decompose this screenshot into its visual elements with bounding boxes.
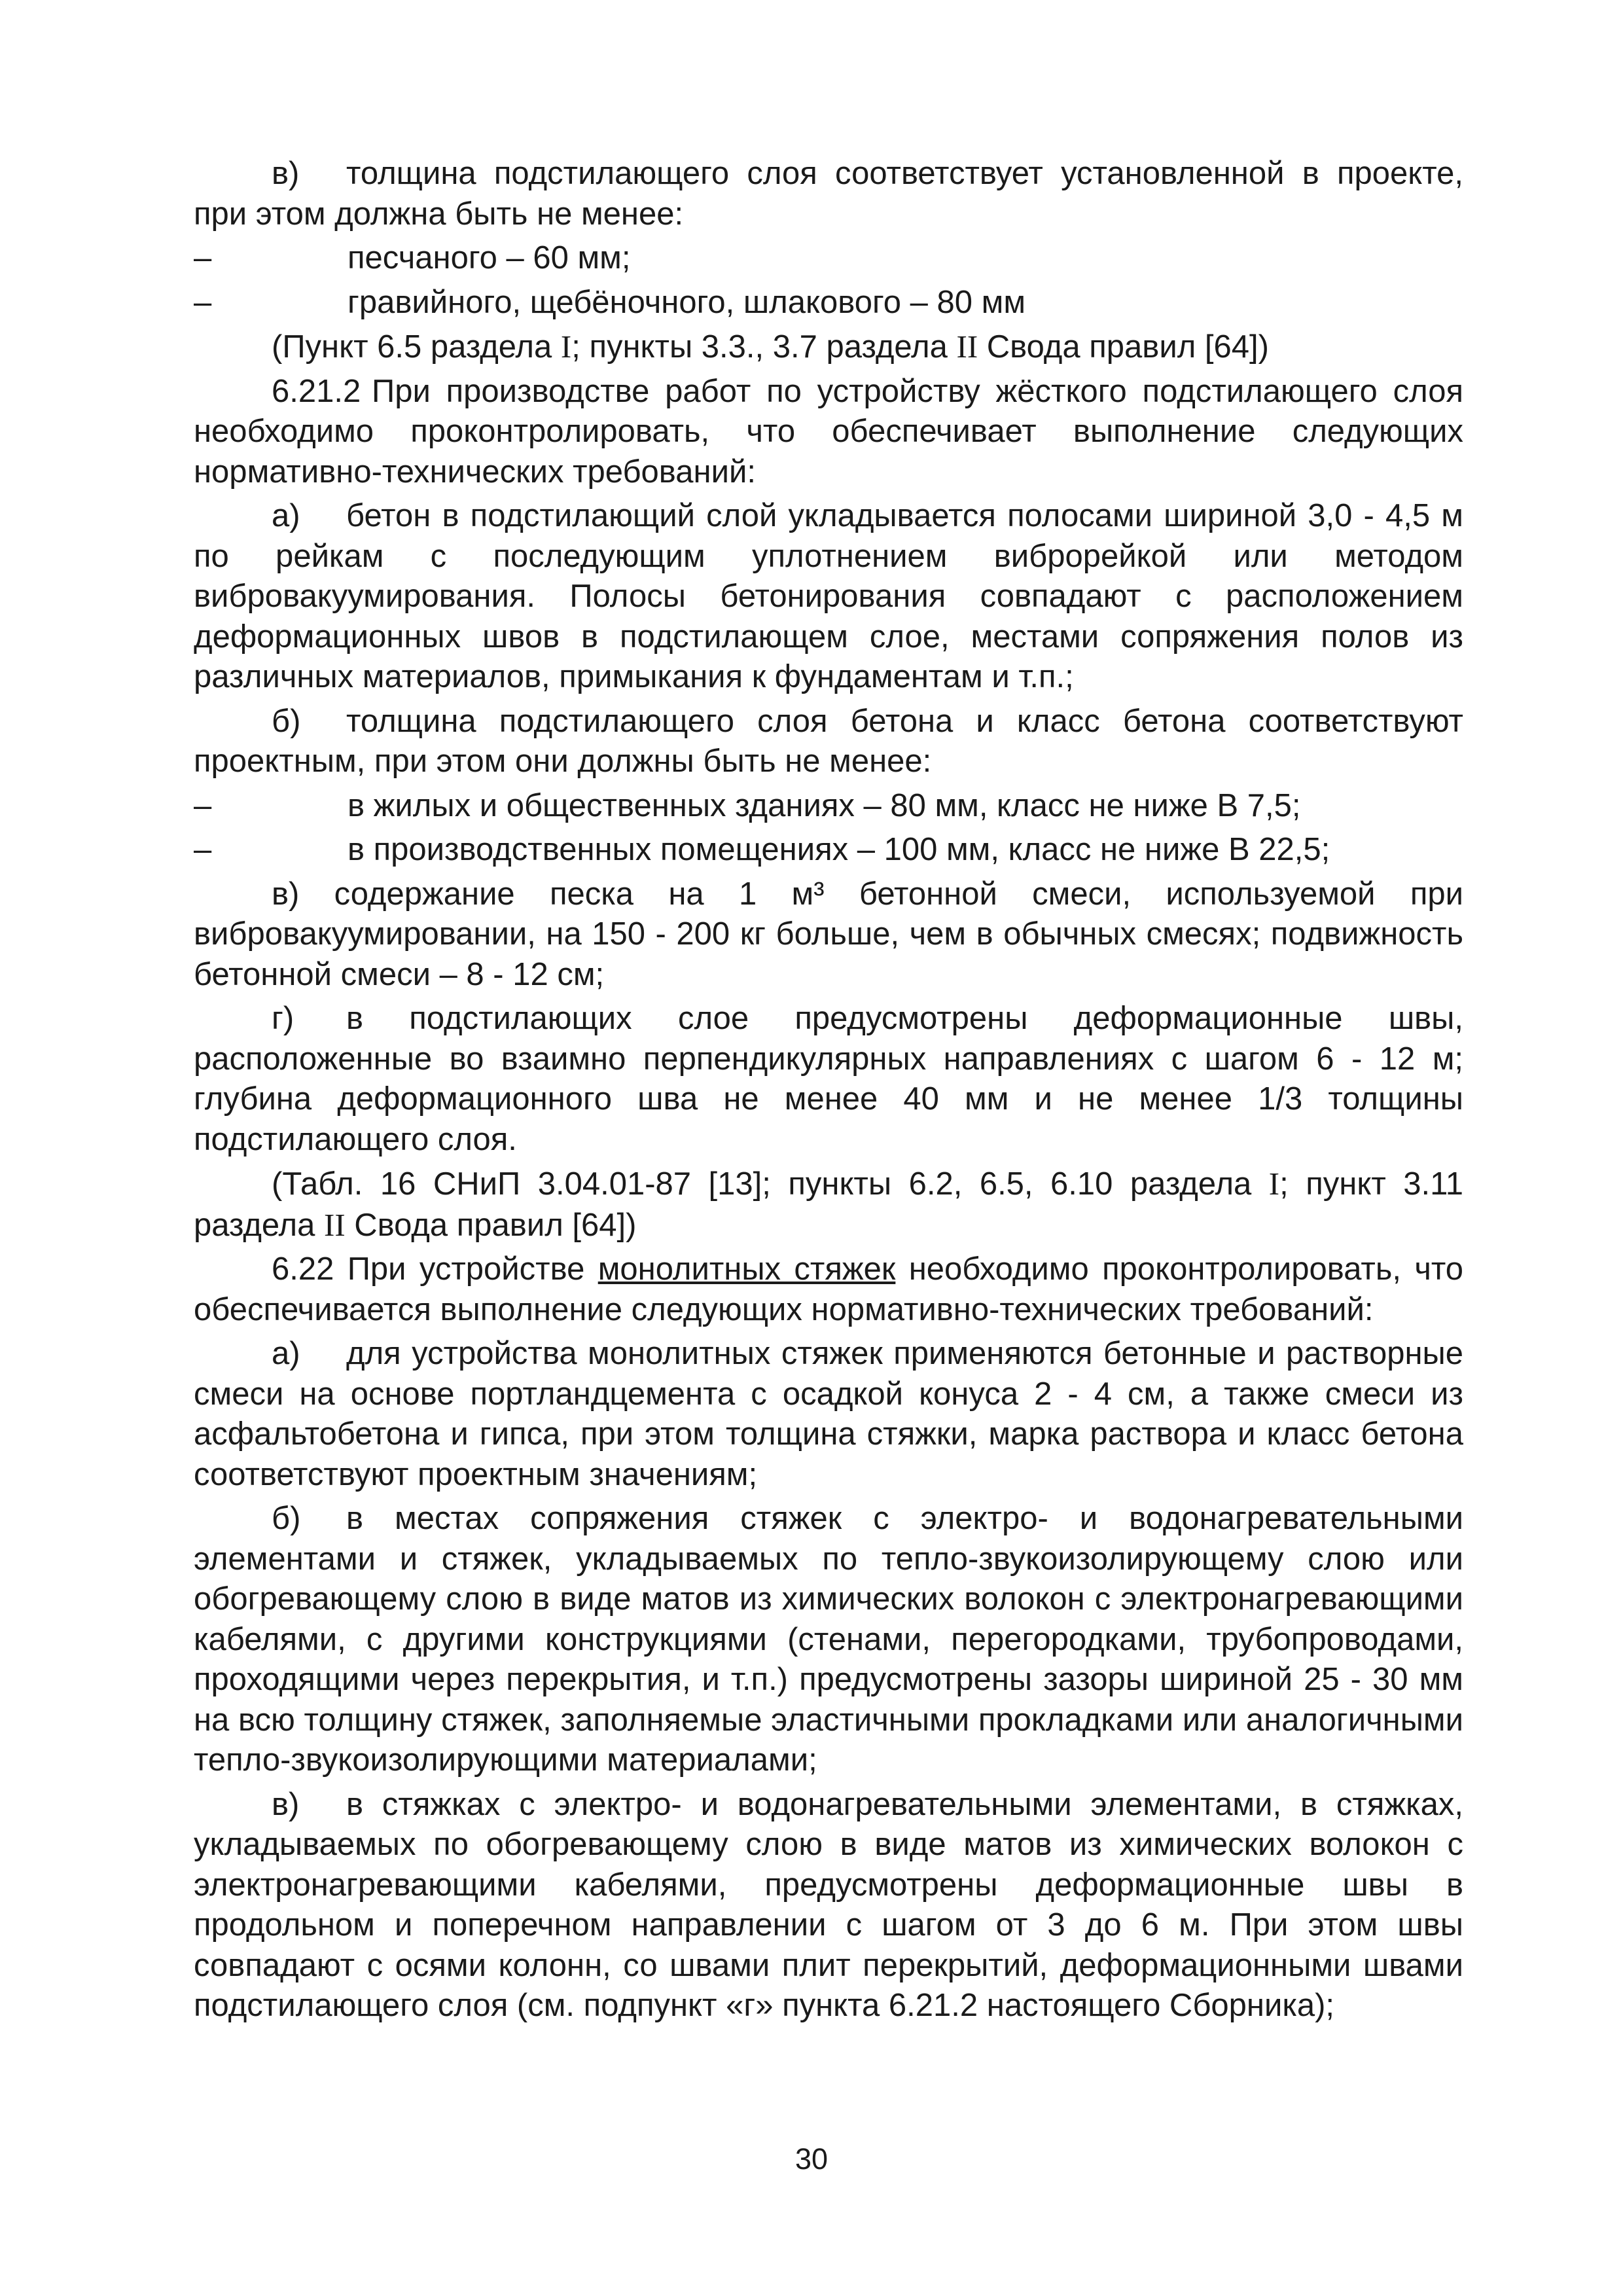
section-6-21-2 xyxy=(194,372,1463,493)
item-text: в стяжках с электро- и водонагревательными элементами, в стяжках, укладываемых по обогревающему слою в виде матов из химических волокон с электронагревающими кабелями, предусмотрены деформационные швы в продольном и поперечном направлении с шагом от 3 до 6 м. При этом швы совпадают с осями колонн, со швами плит перекрытий, деформационными швами подстилающего слоя (см. подпункт «г» пункта 6.21.2 настоящего Сборника); xyxy=(194,1786,1463,2023)
item-label: г) xyxy=(272,1001,294,1036)
item-a-concrete-strips xyxy=(194,496,1463,698)
dash-item-industrial xyxy=(194,830,1463,870)
document-body xyxy=(194,154,1463,2030)
dash-item-sand xyxy=(194,238,1463,279)
section-6-22 xyxy=(194,1249,1463,1330)
item-b-concrete-thickness xyxy=(194,702,1463,782)
section-text: При производстве работ по устройству жёсткого подстилающего слоя необходимо проконтролировать, что обеспечивает выполнение следующих нормативно-технических требований: xyxy=(194,373,1463,490)
item-label: а) xyxy=(272,1336,300,1371)
reference-note-1 xyxy=(194,327,1463,368)
item-a-screed-mixes xyxy=(194,1334,1463,1495)
item-text: толщина подстилающего слоя бетона и класс бетона соответствуют проектным, при этом они должны быть не менее: xyxy=(194,703,1463,779)
dash-marker: – xyxy=(194,787,212,823)
ref-text: Свода правил [64]) xyxy=(978,329,1269,365)
item-label: а) xyxy=(272,498,300,533)
item-label: в) xyxy=(272,1786,300,1822)
item-v-screed-joints xyxy=(194,1785,1463,2026)
page-number: 30 xyxy=(794,2142,829,2176)
ref-roman: II xyxy=(324,1206,346,1243)
ref-text: ; пункты 3.3., 3.7 раздела xyxy=(571,329,957,365)
dash-item-residential xyxy=(194,786,1463,827)
ref-text: ; пункт 3.11 раздела xyxy=(194,1166,1463,1243)
reference-note-2 xyxy=(194,1164,1463,1246)
item-v-layer-thickness xyxy=(194,154,1463,234)
item-text: в подстилающих слое предусмотрены деформационные швы, расположенные во взаимно перпендикулярных направлениях с шагом 6 - 12 м; глубина деформационного шва не менее 40 мм и не менее 1/3 толщины подстилающего слоя. xyxy=(194,1001,1463,1157)
ref-text: Свода правил [64]) xyxy=(345,1207,637,1243)
item-b-screed-gaps xyxy=(194,1499,1463,1781)
section-text: 6.22 При устройстве xyxy=(272,1251,598,1287)
ref-roman: II xyxy=(956,329,978,365)
section-text: необходимо проконтролировать, что обеспечивается выполнение следующих нормативно-технических требований: xyxy=(194,1251,1464,1327)
dash-marker: – xyxy=(194,240,212,276)
dash-text: песчаного – 60 мм; xyxy=(348,240,631,276)
dash-marker: – xyxy=(194,832,212,867)
dash-item-gravel xyxy=(194,283,1463,323)
item-label: б) xyxy=(272,1501,301,1536)
item-g-deformation-joints xyxy=(194,999,1463,1160)
item-text: бетон в подстилающий слой укладывается полосами шириной 3,0 - 4,5 м по рейкам с последующим уплотнением виброрейкой или методом вибровакуумирования. Полосы бетонирования совпадают с расположением деформационных швов в подстилающем слое, местами сопряжения полов из различных материалов, примыкания к фундаментам и т.п.; xyxy=(194,498,1463,694)
item-text: для устройства монолитных стяжек применяются бетонные и растворные смеси на основе портландцемента с осадкой конуса 2 - 4 см, а также смеси из асфальтобетона и гипса, при этом толщина стяжки, марка раствора и класс бетона соответствуют проектным значениям; xyxy=(194,1336,1463,1492)
dash-text: в жилых и общественных зданиях – 80 мм, класс не ниже В 7,5; xyxy=(348,787,1301,823)
dash-marker: – xyxy=(194,284,212,320)
section-number: 6.21.2 xyxy=(272,373,361,409)
item-label: б) xyxy=(272,703,301,739)
item-label: в) xyxy=(272,156,300,191)
underlined-term: монолитных стяжек xyxy=(597,1251,896,1287)
ref-roman: I xyxy=(560,329,572,365)
dash-text: гравийного, щебёночного, шлакового – 80 мм xyxy=(348,284,1026,320)
dash-text: в производственных помещениях – 100 мм, класс не ниже В 22,5; xyxy=(348,832,1330,867)
item-text: толщина подстилающего слоя соответствует установленной в проекте, при этом должна быть не менее: xyxy=(194,156,1463,232)
ref-text: (Пункт 6.5 раздела xyxy=(272,329,561,365)
item-text: в местах сопряжения стяжек с электро- и водонагревательными элементами и стяжек, укладываемых по тепло-звукоизолирующему слою или обогревающему слою в виде матов из химических волокон с электронагревающими кабелями, с другими конструкциями (стенами, перегородками, трубопроводами, проходящими через перекрытия, и т.п.) предусмотрены зазоры шириной 25 - 30 мм на всю толщину стяжек, заполняемые эластичными прокладками или аналогичными тепло-звукоизолирующими материалами; xyxy=(194,1501,1463,1778)
item-v-sand-content: в) содержание песка на 1 м³ бетонной смеси, используемой при вибровакуумировании, на 150 - 200 кг больше, чем в обычных смесях; подвижность бетонной смеси – 8 - 12 см; xyxy=(194,876,1463,992)
ref-roman: I xyxy=(1268,1166,1280,1202)
ref-text: (Табл. 16 СНиП 3.04.01-87 [13]; пункты 6.2, 6.5, 6.10 раздела xyxy=(272,1166,1269,1202)
